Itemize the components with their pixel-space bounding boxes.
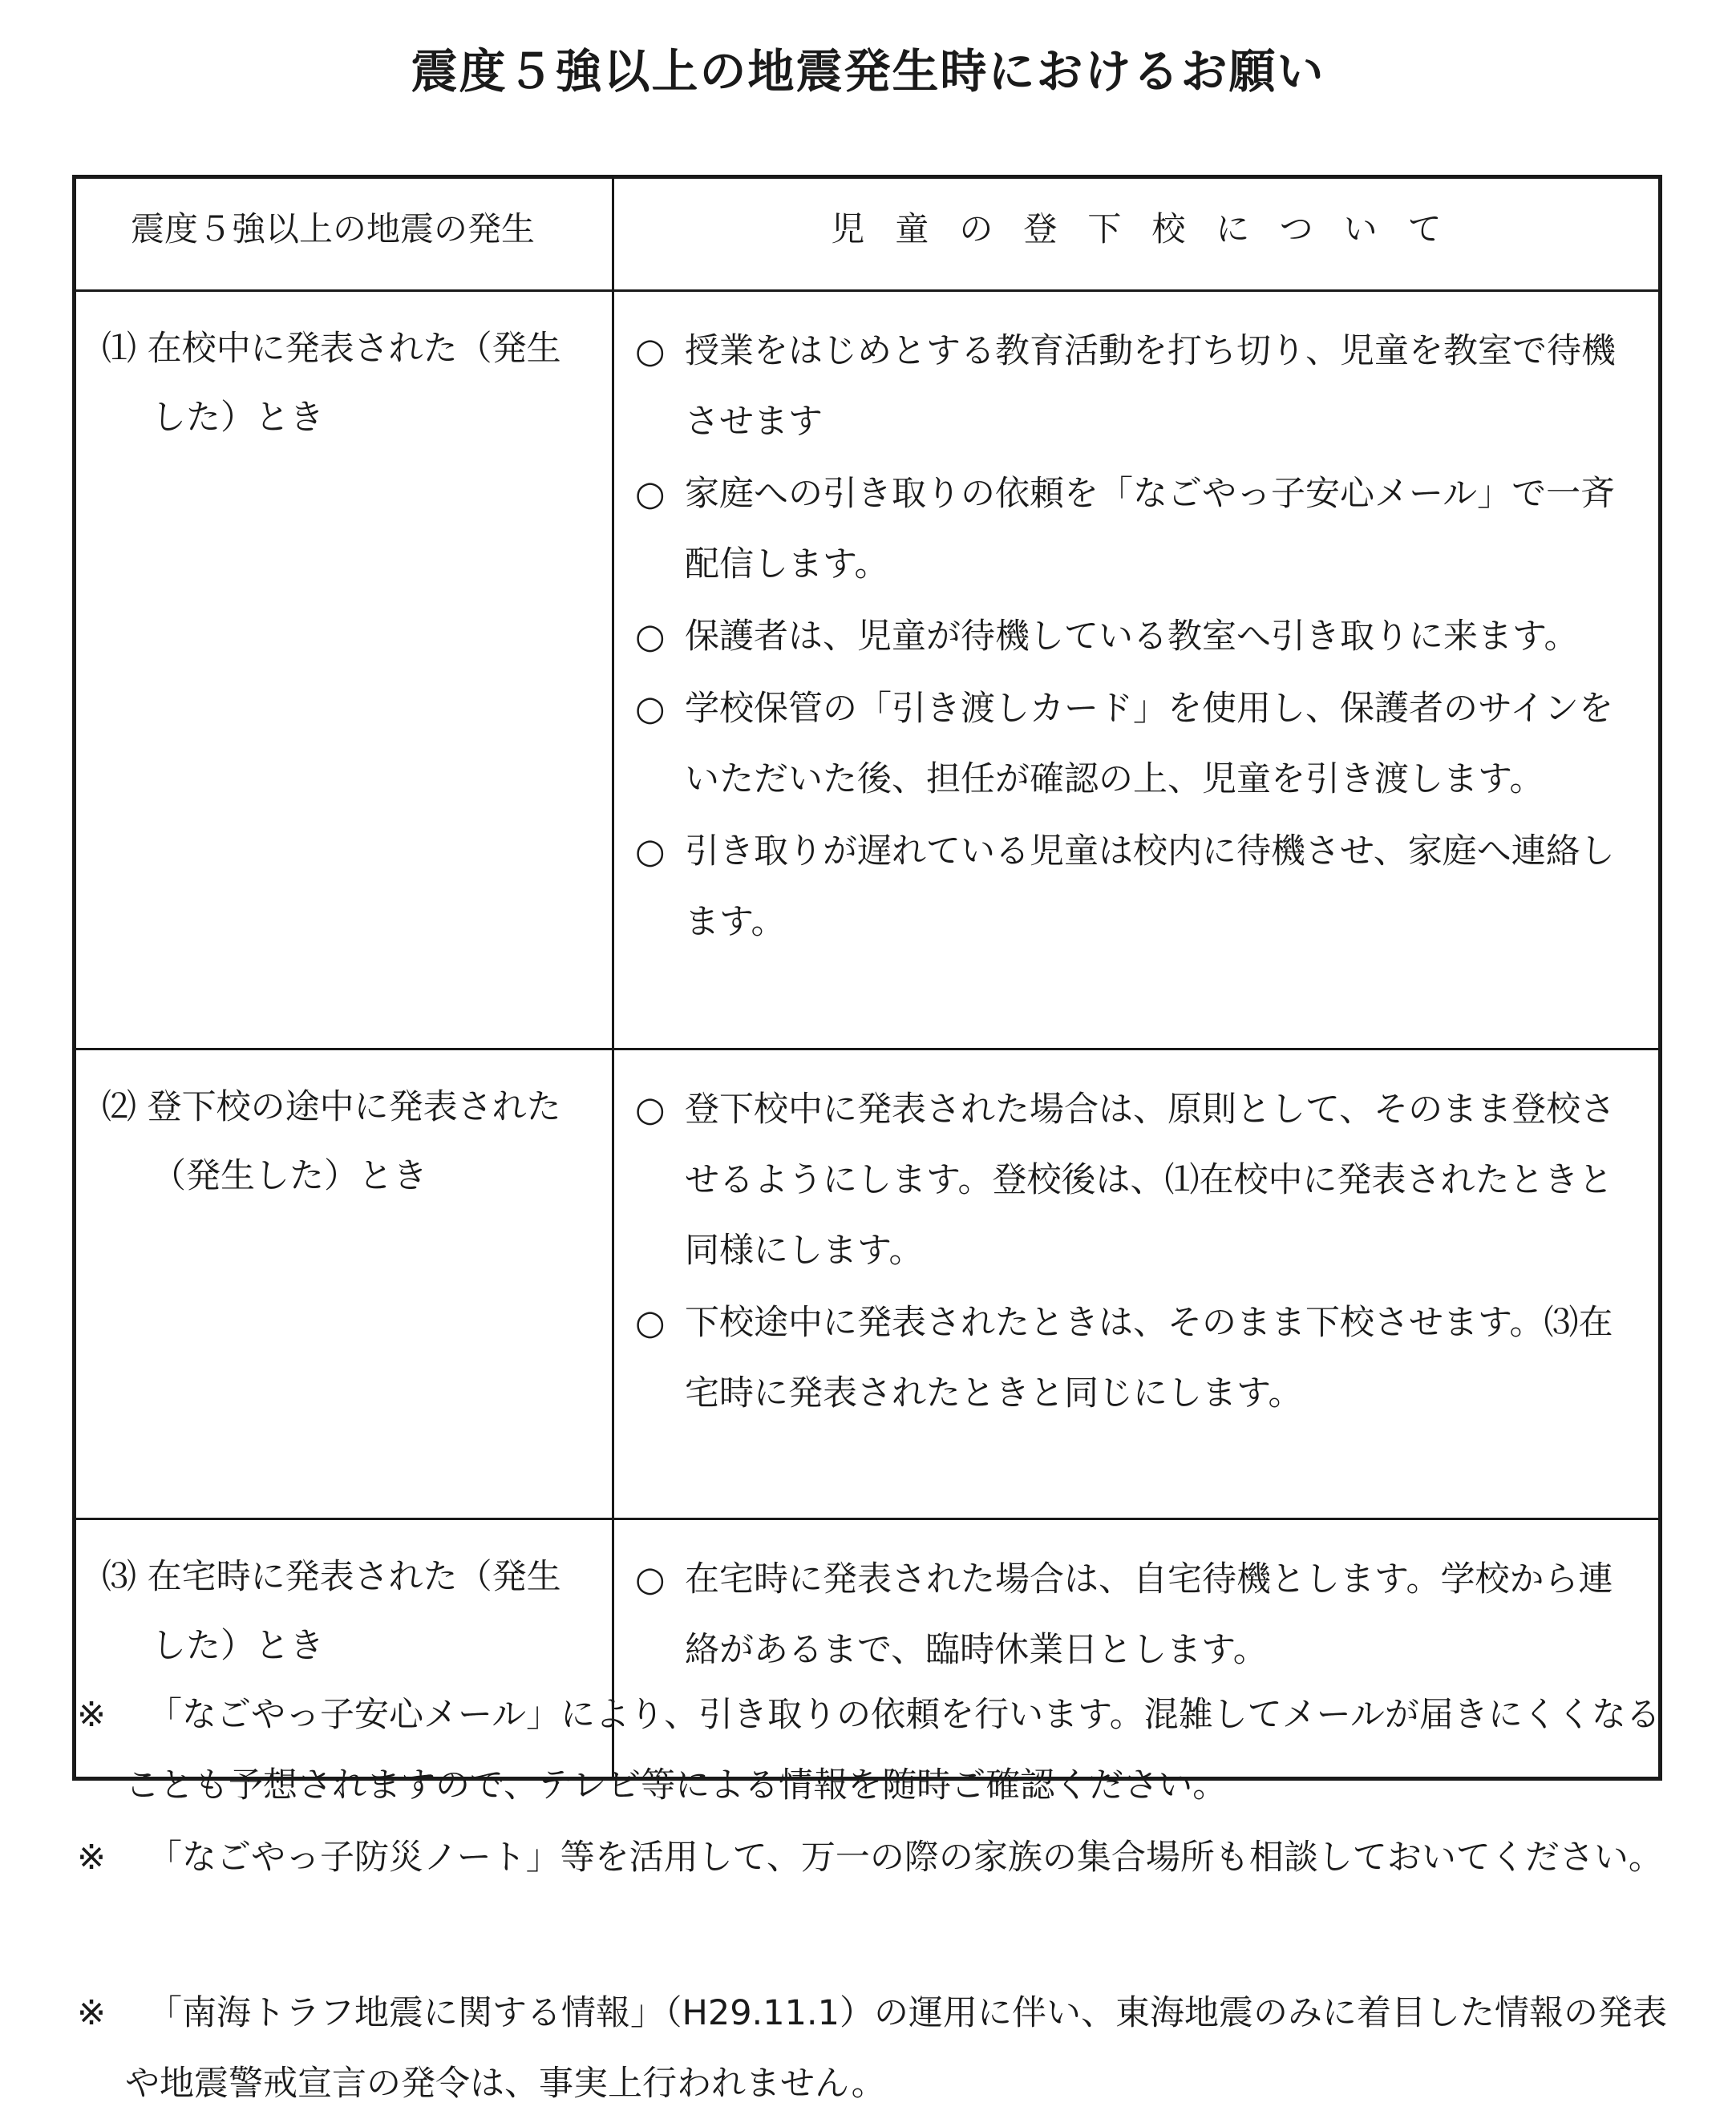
note-text: 「なごやっ子防災ノート」等を活用して、万一の際の家族の集合場所も相談しておいてください。 (148, 1838, 1663, 1878)
reference-mark-icon: ※ (77, 1993, 107, 2033)
reference-mark-icon: ※ (77, 1838, 107, 1878)
circle-bullet-icon: ○ (635, 331, 666, 371)
response-cell (613, 1049, 1661, 1519)
circle-bullet-icon: ○ (635, 1303, 666, 1343)
note-text: 「なごやっ子安心メール」により、引き取りの依頼を行います。混雑してメールが届きにくくなることも予想されますので、テレビ等による情報を随時ご確認ください。 (125, 1695, 1661, 1806)
bullet-text: 登下校中に発表された場合は、原則として、そのまま登校させるようにします。登校後は、⑴在校中に発表されたときと同様にします。 (685, 1090, 1616, 1271)
guidance-table (72, 175, 1662, 1781)
circle-bullet-icon: ○ (635, 1090, 666, 1130)
condition-cell (75, 291, 613, 1049)
response-cell (613, 291, 1661, 1049)
circle-bullet-icon: ○ (635, 474, 666, 514)
bullet-item (635, 1074, 1641, 1286)
bullet-item (635, 673, 1641, 815)
reference-mark-icon: ※ (77, 1695, 107, 1735)
bullet-text: 学校保管の「引き渡しカード」を使用し、保護者のサインをいただいた後、担任が確認の上、児童を引き渡します。 (685, 689, 1613, 799)
bullet-text: 授業をはじめとする教育活動を打ち切り、児童を教室で待機させます (685, 331, 1616, 442)
bullet-item (635, 816, 1641, 957)
header-commute: 児童の登下校について (613, 177, 1661, 291)
bullet-text: 保護者は、児童が待機している教室へ引き取りに来ます。 (685, 617, 1579, 657)
bullet-item (635, 316, 1641, 457)
bullet-item (635, 1288, 1641, 1429)
bullet-item (635, 459, 1641, 600)
condition-cell (75, 1049, 613, 1519)
note-item (77, 1978, 1673, 2119)
circle-bullet-icon: ○ (635, 1559, 666, 1599)
note-item (77, 1822, 1673, 1893)
bullet-item (635, 1544, 1641, 1685)
table-row-commuting (75, 1049, 1661, 1519)
bullet-text: 引き取りが遅れている児童は校内に待機させ、家庭へ連絡します。 (685, 831, 1615, 942)
header-condition: 震度５強以上の地震の発生 (75, 177, 613, 291)
document-title: 震度５強以上の地震発生時におけるお願い (411, 44, 1325, 99)
bullet-text: 家庭への引き取りの依頼を「なごやっ子安心メール」で一斉配信します。 (685, 474, 1616, 584)
condition-text: ⑵ 登下校の途中に発表された（発生した）とき (102, 1087, 561, 1196)
circle-bullet-icon: ○ (635, 617, 666, 657)
bullet-item (635, 601, 1641, 672)
circle-bullet-icon: ○ (635, 689, 666, 729)
note-text: 「南海トラフ地震に関する情報」（H29.11.1）の運用に伴い、東海地震のみに着目した情報の発表や地震警戒宣言の発令は、事実上行われません。 (125, 1993, 1667, 2104)
bullet-text: 在宅時に発表された場合は、自宅待機とします。学校から連絡があるまで、臨時休業日とします。 (685, 1559, 1613, 1670)
bullet-text: 下校途中に発表されたときは、そのまま下校させます。⑶在宅時に発表されたときと同じにします。 (685, 1303, 1613, 1413)
table-header-row (75, 177, 1661, 291)
notes-section (77, 1680, 1673, 2119)
condition-text: ⑴ 在校中に発表された（発生した）とき (102, 329, 561, 438)
table-row-at-school (75, 291, 1661, 1049)
note-item (77, 1680, 1673, 1821)
condition-text: ⑶ 在宅時に発表された（発生した）とき (102, 1557, 561, 1666)
circle-bullet-icon: ○ (635, 831, 666, 871)
